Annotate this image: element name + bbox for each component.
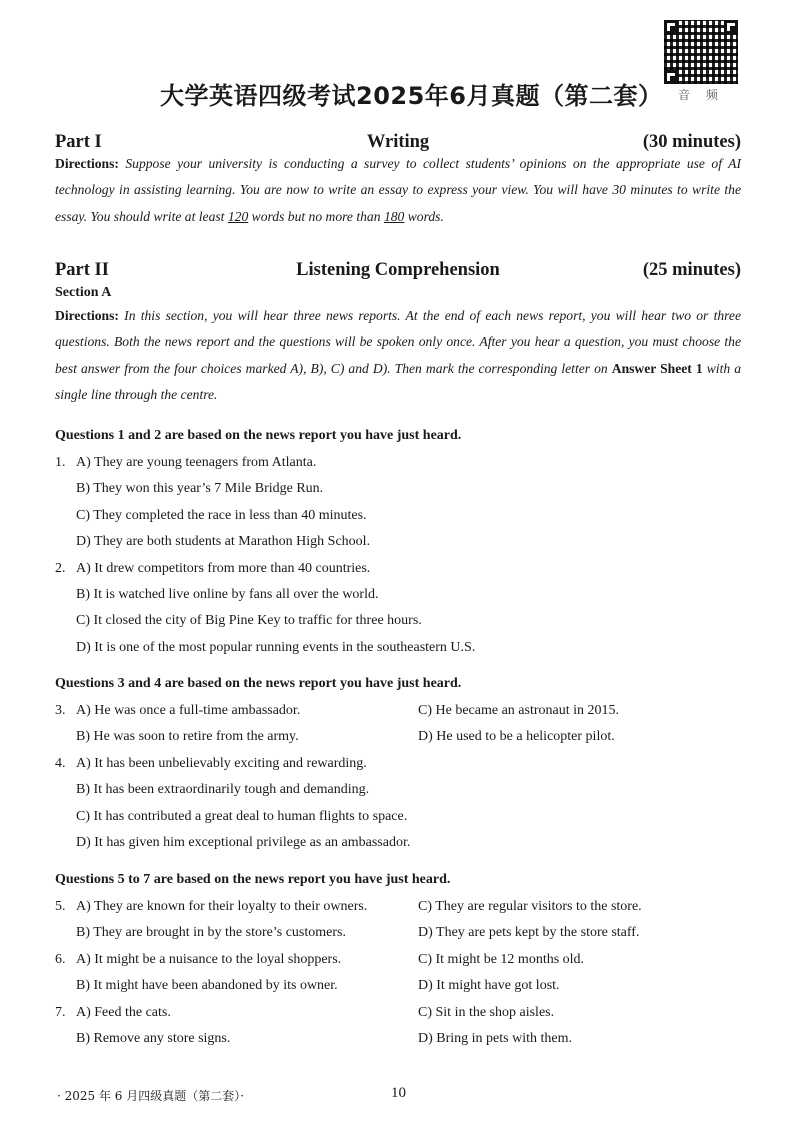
directions-label: Directions: xyxy=(55,156,119,171)
part2-time: (25 minutes) xyxy=(642,260,741,280)
question-group xyxy=(55,698,755,856)
directions-text: with a single line through the centre. xyxy=(55,360,741,403)
answer-option[interactable]: B) It is watched live online by fans all over the world. xyxy=(76,586,379,602)
qr-label: 音 频 xyxy=(678,88,724,102)
page-number: 10 xyxy=(391,1085,406,1101)
answer-option[interactable]: D) It has given him exceptional privilege as an ambassador. xyxy=(76,834,411,850)
answer-option[interactable]: B) It might have been abandoned by its owner. xyxy=(76,978,338,994)
answer-option[interactable]: A) It might be a nuisance to the loyal shoppers. xyxy=(76,951,342,967)
part1-header xyxy=(55,132,741,153)
answer-option[interactable]: A) He was once a full-time ambassador. xyxy=(76,703,301,718)
question-row xyxy=(55,582,755,608)
answer-sheet: Answer Sheet 1 xyxy=(611,360,703,376)
directions-text: Suppose your university is conducting a survey to collect students’ opinions on the appropriate use of AI technology in assisting learning. You are now to write an essay to express your view. You will have 30 minutes to write the essay. You should write at least xyxy=(55,156,741,224)
question-row xyxy=(55,1000,755,1026)
question-group xyxy=(55,450,755,661)
part2-directions xyxy=(55,303,741,409)
section-a-label: Section A xyxy=(55,285,112,300)
part1-label: Part I xyxy=(55,132,102,152)
question-number: 1. xyxy=(55,455,66,470)
question-row xyxy=(55,503,755,529)
question-row xyxy=(55,1026,755,1052)
part2-header xyxy=(55,260,741,281)
question-number: 3. xyxy=(55,703,66,718)
answer-option[interactable]: D) It is one of the most popular running events in the southeastern U.S. xyxy=(76,639,476,655)
max-words: 180 xyxy=(383,208,405,224)
question-row xyxy=(55,529,755,555)
question-number: 7. xyxy=(55,1004,66,1020)
question-row xyxy=(55,777,755,803)
part2-label: Part II xyxy=(55,260,109,280)
question-row xyxy=(55,476,755,502)
answer-option[interactable]: B) He was soon to retire from the army. xyxy=(76,729,299,745)
part1-name: Writing xyxy=(366,132,430,152)
answer-option[interactable]: A) Feed the cats. xyxy=(76,1004,171,1020)
answer-option[interactable]: A) They are young teenagers from Atlanta. xyxy=(76,455,317,470)
question-number: 5. xyxy=(55,899,66,914)
directions-label: Directions: xyxy=(55,308,119,323)
directions-text: words. xyxy=(404,208,444,224)
answer-option[interactable]: C) He became an astronaut in 2015. xyxy=(418,703,619,718)
answer-option[interactable]: B) They won this year’s 7 Mile Bridge Run. xyxy=(76,481,324,497)
question-group-heading: Questions 5 to 7 are based on the news report you have just heard. xyxy=(55,872,451,887)
qr-code-icon[interactable] xyxy=(664,20,738,84)
question-number: 6. xyxy=(55,951,66,967)
answer-option[interactable]: D) They are pets kept by the store staff. xyxy=(418,925,640,941)
directions-text: words but no more than xyxy=(248,208,384,224)
question-row xyxy=(55,751,755,777)
directions-text: In this section, you will hear three news reports. At the end of each news report, you will hear two or three questions. Both the news report and the questions will be spoken only once. After you hear a question, you must choose the best answer from the four choices marked A), B), C) and D). Then mark the corresponding letter on xyxy=(55,308,741,376)
answer-option[interactable]: A) It drew competitors from more than 40 countries. xyxy=(76,560,371,576)
question-row xyxy=(55,450,755,476)
answer-option[interactable]: A) They are known for their loyalty to their owners. xyxy=(76,899,368,914)
answer-option[interactable]: C) It might be 12 months old. xyxy=(418,951,585,967)
part1-directions xyxy=(55,151,741,230)
question-row xyxy=(55,947,755,973)
part1-time: (30 minutes) xyxy=(642,132,741,152)
part2-name: Listening Comprehension xyxy=(296,260,500,280)
answer-option[interactable]: A) It has been unbelievably exciting and rewarding. xyxy=(76,755,367,771)
question-row xyxy=(55,894,755,920)
min-words: 120 xyxy=(227,208,249,224)
question-group xyxy=(55,894,755,1052)
question-group-heading: Questions 3 and 4 are based on the news report you have just heard. xyxy=(55,676,462,691)
answer-option[interactable]: C) It closed the city of Big Pine Key to traffic for three hours. xyxy=(76,613,422,629)
answer-option[interactable]: C) It has contributed a great deal to human flights to space. xyxy=(76,808,408,824)
answer-option[interactable]: C) Sit in the shop aisles. xyxy=(418,1004,555,1020)
question-row xyxy=(55,556,755,582)
question-row xyxy=(55,920,755,946)
question-row xyxy=(55,724,755,750)
question-number: 2. xyxy=(55,560,66,576)
answer-option[interactable]: B) They are brought in by the store’s customers. xyxy=(76,925,346,941)
answer-option[interactable]: B) Remove any store signs. xyxy=(76,1030,231,1046)
question-row xyxy=(55,608,755,634)
answer-option[interactable]: B) It has been extraordinarily tough and demanding. xyxy=(76,782,370,798)
question-group-heading: Questions 1 and 2 are based on the news report you have just heard. xyxy=(55,428,462,443)
exam-title: 大学英语四级考试2025年6月真题（第二套） xyxy=(160,82,663,110)
question-number: 4. xyxy=(55,755,66,771)
question-row xyxy=(55,698,755,724)
answer-option[interactable]: C) They completed the race in less than 40 minutes. xyxy=(76,507,367,523)
question-row xyxy=(55,973,755,999)
answer-option[interactable]: D) It might have got lost. xyxy=(418,978,560,994)
answer-option[interactable]: C) They are regular visitors to the store. xyxy=(418,899,642,914)
footer-label: · 2025 年 6 月四级真题（第二套）· xyxy=(57,1089,245,1103)
answer-option[interactable]: D) He used to be a helicopter pilot. xyxy=(418,729,615,745)
question-row xyxy=(55,830,755,856)
answer-option[interactable]: D) They are both students at Marathon High School. xyxy=(76,534,371,550)
question-row xyxy=(55,804,755,830)
question-row xyxy=(55,635,755,661)
answer-option[interactable]: D) Bring in pets with them. xyxy=(418,1030,572,1046)
